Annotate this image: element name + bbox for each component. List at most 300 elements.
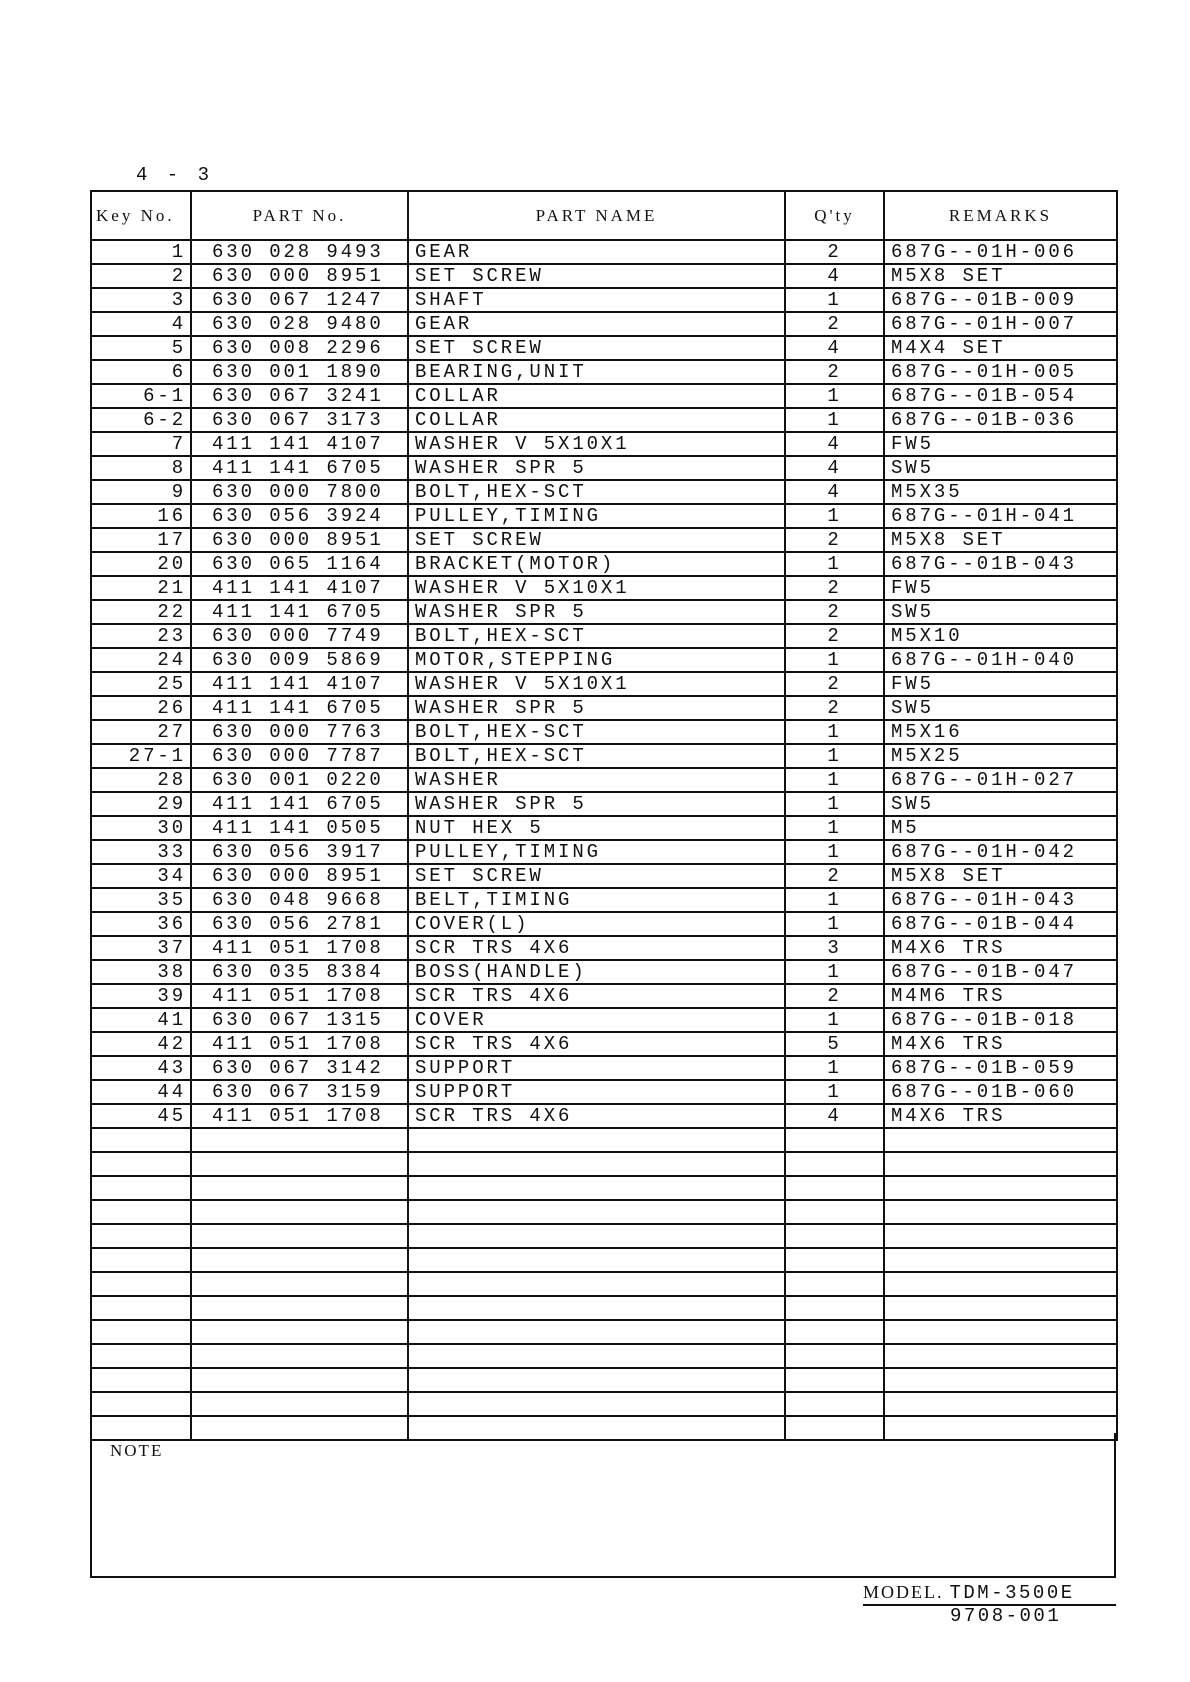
part-no-cell: 411 141 4107 — [191, 576, 408, 600]
part-no-cell: 630 067 1247 — [191, 288, 408, 312]
table-row — [91, 672, 1117, 696]
table-row — [91, 1056, 1117, 1080]
part-no-cell: 630 067 3159 — [191, 1080, 408, 1104]
part-no-cell: 411 051 1708 — [191, 1104, 408, 1128]
qty-cell: 1 — [785, 1080, 884, 1104]
part-no-cell: 630 067 3142 — [191, 1056, 408, 1080]
remarks-cell: FW5 — [884, 432, 1117, 456]
table-row — [91, 288, 1117, 312]
header-key-no: Key No. — [91, 191, 191, 240]
key-cell: 3 — [91, 288, 191, 312]
empty-part-no-cell — [191, 1296, 408, 1320]
part-name-cell: BEARING,UNIT — [408, 360, 785, 384]
empty-qty-cell — [785, 1320, 884, 1344]
remarks-cell: SW5 — [884, 456, 1117, 480]
qty-cell: 4 — [785, 480, 884, 504]
qty-cell: 1 — [785, 840, 884, 864]
table-row — [91, 624, 1117, 648]
empty-remarks-cell — [884, 1296, 1117, 1320]
part-name-cell: SET SCREW — [408, 336, 785, 360]
table-row — [91, 816, 1117, 840]
key-cell: 17 — [91, 528, 191, 552]
part-name-cell: PULLEY,TIMING — [408, 504, 785, 528]
key-cell: 22 — [91, 600, 191, 624]
empty-key-cell — [91, 1368, 191, 1392]
qty-cell: 2 — [785, 576, 884, 600]
part-name-cell: BELT,TIMING — [408, 888, 785, 912]
empty-part-name-cell — [408, 1152, 785, 1176]
empty-remarks-cell — [884, 1392, 1117, 1416]
empty-table-row — [91, 1248, 1117, 1272]
empty-qty-cell — [785, 1152, 884, 1176]
key-cell: 6 — [91, 360, 191, 384]
part-no-cell: 411 141 6705 — [191, 600, 408, 624]
table-row — [91, 360, 1117, 384]
part-name-cell: COVER(L) — [408, 912, 785, 936]
empty-part-name-cell — [408, 1296, 785, 1320]
key-cell: 43 — [91, 1056, 191, 1080]
empty-remarks-cell — [884, 1152, 1117, 1176]
table-row — [91, 864, 1117, 888]
part-name-cell: SCR TRS 4X6 — [408, 936, 785, 960]
part-no-cell: 630 067 3173 — [191, 408, 408, 432]
empty-table-row — [91, 1368, 1117, 1392]
qty-cell: 1 — [785, 504, 884, 528]
part-name-cell: SUPPORT — [408, 1080, 785, 1104]
part-no-cell: 630 065 1164 — [191, 552, 408, 576]
document-number: 9708-001 — [950, 1605, 1062, 1627]
key-cell: 5 — [91, 336, 191, 360]
key-cell: 25 — [91, 672, 191, 696]
remarks-cell: 687G--01B-054 — [884, 384, 1117, 408]
table-row — [91, 528, 1117, 552]
remarks-cell: M5 — [884, 816, 1117, 840]
part-name-cell: BOSS(HANDLE) — [408, 960, 785, 984]
table-row — [91, 576, 1117, 600]
key-cell: 7 — [91, 432, 191, 456]
remarks-cell: M5X10 — [884, 624, 1117, 648]
key-cell: 23 — [91, 624, 191, 648]
parts-list-table — [90, 190, 1118, 1441]
part-name-cell: PULLEY,TIMING — [408, 840, 785, 864]
remarks-cell: 687G--01H-007 — [884, 312, 1117, 336]
part-no-cell: 411 141 6705 — [191, 456, 408, 480]
empty-remarks-cell — [884, 1272, 1117, 1296]
table-row — [91, 600, 1117, 624]
qty-cell: 1 — [785, 816, 884, 840]
table-row — [91, 456, 1117, 480]
part-name-cell: BRACKET(MOTOR) — [408, 552, 785, 576]
qty-cell: 2 — [785, 984, 884, 1008]
part-name-cell: WASHER SPR 5 — [408, 600, 785, 624]
qty-cell: 1 — [785, 768, 884, 792]
key-cell: 20 — [91, 552, 191, 576]
key-cell: 2 — [91, 264, 191, 288]
qty-cell: 2 — [785, 600, 884, 624]
empty-part-no-cell — [191, 1176, 408, 1200]
part-no-cell: 411 051 1708 — [191, 936, 408, 960]
remarks-cell: 687G--01B-036 — [884, 408, 1117, 432]
page-number: 4 - 3 — [136, 164, 214, 186]
empty-qty-cell — [785, 1128, 884, 1152]
empty-table-row — [91, 1152, 1117, 1176]
part-name-cell: WASHER SPR 5 — [408, 792, 785, 816]
remarks-cell: M4X6 TRS — [884, 936, 1117, 960]
key-cell: 24 — [91, 648, 191, 672]
empty-part-no-cell — [191, 1344, 408, 1368]
key-cell: 4 — [91, 312, 191, 336]
part-no-cell: 630 056 2781 — [191, 912, 408, 936]
empty-key-cell — [91, 1152, 191, 1176]
remarks-cell: 687G--01H-041 — [884, 504, 1117, 528]
part-name-cell: SET SCREW — [408, 528, 785, 552]
part-no-cell: 630 056 3917 — [191, 840, 408, 864]
empty-key-cell — [91, 1392, 191, 1416]
empty-part-no-cell — [191, 1128, 408, 1152]
key-cell: 30 — [91, 816, 191, 840]
empty-table-row — [91, 1176, 1117, 1200]
empty-table-row — [91, 1200, 1117, 1224]
empty-remarks-cell — [884, 1368, 1117, 1392]
part-name-cell: SET SCREW — [408, 864, 785, 888]
part-no-cell: 630 000 7800 — [191, 480, 408, 504]
note-box — [90, 1433, 1116, 1578]
part-no-cell: 411 051 1708 — [191, 984, 408, 1008]
empty-table-row — [91, 1128, 1117, 1152]
empty-part-no-cell — [191, 1200, 408, 1224]
key-cell: 16 — [91, 504, 191, 528]
empty-part-name-cell — [408, 1320, 785, 1344]
key-cell: 6-2 — [91, 408, 191, 432]
qty-cell: 5 — [785, 1032, 884, 1056]
remarks-cell: FW5 — [884, 576, 1117, 600]
part-name-cell: WASHER V 5X10X1 — [408, 432, 785, 456]
part-no-cell: 630 001 1890 — [191, 360, 408, 384]
empty-qty-cell — [785, 1368, 884, 1392]
table-row — [91, 1104, 1117, 1128]
empty-qty-cell — [785, 1344, 884, 1368]
part-no-cell: 411 141 6705 — [191, 696, 408, 720]
table-row — [91, 960, 1117, 984]
key-cell: 45 — [91, 1104, 191, 1128]
part-name-cell: SET SCREW — [408, 264, 785, 288]
table-row — [91, 1032, 1117, 1056]
table-row — [91, 480, 1117, 504]
remarks-cell: 687G--01H-042 — [884, 840, 1117, 864]
empty-table-row — [91, 1224, 1117, 1248]
empty-part-name-cell — [408, 1200, 785, 1224]
qty-cell: 2 — [785, 360, 884, 384]
table-row — [91, 936, 1117, 960]
empty-key-cell — [91, 1320, 191, 1344]
remarks-cell: 687G--01H-027 — [884, 768, 1117, 792]
part-no-cell: 630 000 8951 — [191, 864, 408, 888]
key-cell: 29 — [91, 792, 191, 816]
qty-cell: 1 — [785, 792, 884, 816]
part-name-cell: COVER — [408, 1008, 785, 1032]
table-row — [91, 240, 1117, 264]
table-row — [91, 648, 1117, 672]
remarks-cell: 687G--01H-040 — [884, 648, 1117, 672]
part-name-cell: WASHER V 5X10X1 — [408, 576, 785, 600]
qty-cell: 2 — [785, 864, 884, 888]
part-no-cell: 630 000 8951 — [191, 528, 408, 552]
empty-part-name-cell — [408, 1224, 785, 1248]
qty-cell: 4 — [785, 1104, 884, 1128]
qty-cell: 2 — [785, 624, 884, 648]
remarks-cell: 687G--01B-044 — [884, 912, 1117, 936]
part-name-cell: BOLT,HEX-SCT — [408, 744, 785, 768]
empty-part-no-cell — [191, 1272, 408, 1296]
part-name-cell: NUT HEX 5 — [408, 816, 785, 840]
empty-key-cell — [91, 1128, 191, 1152]
qty-cell: 2 — [785, 696, 884, 720]
empty-part-no-cell — [191, 1248, 408, 1272]
key-cell: 21 — [91, 576, 191, 600]
empty-part-name-cell — [408, 1368, 785, 1392]
model-label: MODEL. — [863, 1582, 944, 1602]
empty-part-no-cell — [191, 1152, 408, 1176]
remarks-cell: M5X8 SET — [884, 264, 1117, 288]
empty-part-name-cell — [408, 1248, 785, 1272]
key-cell: 27 — [91, 720, 191, 744]
part-no-cell: 630 028 9480 — [191, 312, 408, 336]
remarks-cell: 687G--01H-043 — [884, 888, 1117, 912]
remarks-cell: SW5 — [884, 792, 1117, 816]
part-no-cell: 630 000 7787 — [191, 744, 408, 768]
empty-qty-cell — [785, 1200, 884, 1224]
table-row — [91, 384, 1117, 408]
empty-part-name-cell — [408, 1392, 785, 1416]
remarks-cell: 687G--01H-005 — [884, 360, 1117, 384]
table-row — [91, 696, 1117, 720]
part-no-cell: 630 035 8384 — [191, 960, 408, 984]
remarks-cell: 687G--01B-047 — [884, 960, 1117, 984]
empty-table-row — [91, 1272, 1117, 1296]
part-name-cell: WASHER V 5X10X1 — [408, 672, 785, 696]
qty-cell: 1 — [785, 552, 884, 576]
remarks-cell: 687G--01B-059 — [884, 1056, 1117, 1080]
qty-cell: 1 — [785, 1056, 884, 1080]
remarks-cell: FW5 — [884, 672, 1117, 696]
empty-part-name-cell — [408, 1272, 785, 1296]
header-qty: Q'ty — [785, 191, 884, 240]
key-cell: 33 — [91, 840, 191, 864]
remarks-cell: M5X25 — [884, 744, 1117, 768]
part-no-cell: 630 067 3241 — [191, 384, 408, 408]
part-no-cell: 411 141 4107 — [191, 432, 408, 456]
remarks-cell: 687G--01B-009 — [884, 288, 1117, 312]
qty-cell: 4 — [785, 456, 884, 480]
empty-remarks-cell — [884, 1176, 1117, 1200]
key-cell: 6-1 — [91, 384, 191, 408]
qty-cell: 1 — [785, 648, 884, 672]
key-cell: 34 — [91, 864, 191, 888]
part-name-cell: SCR TRS 4X6 — [408, 1032, 785, 1056]
remarks-cell: M5X8 SET — [884, 864, 1117, 888]
empty-table-row — [91, 1392, 1117, 1416]
key-cell: 36 — [91, 912, 191, 936]
part-name-cell: BOLT,HEX-SCT — [408, 480, 785, 504]
empty-remarks-cell — [884, 1200, 1117, 1224]
key-cell: 27-1 — [91, 744, 191, 768]
key-cell: 35 — [91, 888, 191, 912]
key-cell: 44 — [91, 1080, 191, 1104]
part-no-cell: 630 000 8951 — [191, 264, 408, 288]
empty-qty-cell — [785, 1296, 884, 1320]
empty-key-cell — [91, 1200, 191, 1224]
empty-table-row — [91, 1320, 1117, 1344]
table-row — [91, 312, 1117, 336]
remarks-cell: 687G--01H-006 — [884, 240, 1117, 264]
part-no-cell: 630 056 3924 — [191, 504, 408, 528]
part-name-cell: COLLAR — [408, 384, 785, 408]
key-cell: 42 — [91, 1032, 191, 1056]
qty-cell: 4 — [785, 336, 884, 360]
empty-qty-cell — [785, 1224, 884, 1248]
qty-cell: 1 — [785, 1008, 884, 1032]
empty-key-cell — [91, 1224, 191, 1248]
part-name-cell: BOLT,HEX-SCT — [408, 720, 785, 744]
note-label: NOTE — [110, 1441, 164, 1460]
table-row — [91, 792, 1117, 816]
empty-qty-cell — [785, 1176, 884, 1200]
empty-key-cell — [91, 1344, 191, 1368]
empty-part-name-cell — [408, 1344, 785, 1368]
table-row — [91, 1008, 1117, 1032]
part-name-cell: BOLT,HEX-SCT — [408, 624, 785, 648]
part-no-cell: 411 141 4107 — [191, 672, 408, 696]
part-name-cell: SCR TRS 4X6 — [408, 984, 785, 1008]
empty-part-no-cell — [191, 1320, 408, 1344]
part-name-cell: GEAR — [408, 312, 785, 336]
empty-part-no-cell — [191, 1392, 408, 1416]
empty-remarks-cell — [884, 1320, 1117, 1344]
table-row — [91, 504, 1117, 528]
remarks-cell: M4X6 TRS — [884, 1104, 1117, 1128]
part-no-cell: 630 008 2296 — [191, 336, 408, 360]
table-row — [91, 768, 1117, 792]
key-cell: 26 — [91, 696, 191, 720]
part-no-cell: 411 051 1708 — [191, 1032, 408, 1056]
key-cell: 9 — [91, 480, 191, 504]
part-no-cell: 630 000 7763 — [191, 720, 408, 744]
part-no-cell: 630 048 9668 — [191, 888, 408, 912]
part-name-cell: WASHER SPR 5 — [408, 696, 785, 720]
remarks-cell: 687G--01B-043 — [884, 552, 1117, 576]
qty-cell: 2 — [785, 240, 884, 264]
remarks-cell: SW5 — [884, 696, 1117, 720]
part-name-cell: COLLAR — [408, 408, 785, 432]
remarks-cell: 687G--01B-018 — [884, 1008, 1117, 1032]
key-cell: 39 — [91, 984, 191, 1008]
table-row — [91, 888, 1117, 912]
table-row — [91, 984, 1117, 1008]
empty-remarks-cell — [884, 1224, 1117, 1248]
part-no-cell: 630 000 7749 — [191, 624, 408, 648]
empty-qty-cell — [785, 1272, 884, 1296]
empty-remarks-cell — [884, 1344, 1117, 1368]
part-name-cell: SUPPORT — [408, 1056, 785, 1080]
qty-cell: 4 — [785, 264, 884, 288]
empty-qty-cell — [785, 1248, 884, 1272]
qty-cell: 2 — [785, 312, 884, 336]
table-row — [91, 432, 1117, 456]
part-no-cell: 630 001 0220 — [191, 768, 408, 792]
qty-cell: 1 — [785, 888, 884, 912]
qty-cell: 1 — [785, 912, 884, 936]
empty-table-row — [91, 1344, 1117, 1368]
table-row — [91, 552, 1117, 576]
empty-part-name-cell — [408, 1176, 785, 1200]
empty-part-no-cell — [191, 1368, 408, 1392]
qty-cell: 1 — [785, 288, 884, 312]
qty-cell: 4 — [785, 432, 884, 456]
key-cell: 8 — [91, 456, 191, 480]
part-no-cell: 630 067 1315 — [191, 1008, 408, 1032]
part-name-cell: SHAFT — [408, 288, 785, 312]
empty-qty-cell — [785, 1392, 884, 1416]
empty-table-row — [91, 1296, 1117, 1320]
part-name-cell: SCR TRS 4X6 — [408, 1104, 785, 1128]
qty-cell: 3 — [785, 936, 884, 960]
key-cell: 1 — [91, 240, 191, 264]
remarks-cell: M5X35 — [884, 480, 1117, 504]
qty-cell: 1 — [785, 384, 884, 408]
empty-remarks-cell — [884, 1128, 1117, 1152]
part-no-cell: 411 141 0505 — [191, 816, 408, 840]
part-name-cell: MOTOR,STEPPING — [408, 648, 785, 672]
qty-cell: 1 — [785, 744, 884, 768]
remarks-cell: 687G--01B-060 — [884, 1080, 1117, 1104]
empty-key-cell — [91, 1248, 191, 1272]
empty-part-no-cell — [191, 1224, 408, 1248]
qty-cell: 2 — [785, 672, 884, 696]
qty-cell: 2 — [785, 528, 884, 552]
key-cell: 28 — [91, 768, 191, 792]
empty-key-cell — [91, 1272, 191, 1296]
table-row — [91, 720, 1117, 744]
key-cell: 37 — [91, 936, 191, 960]
part-no-cell: 411 141 6705 — [191, 792, 408, 816]
table-row — [91, 912, 1117, 936]
empty-key-cell — [91, 1296, 191, 1320]
key-cell: 38 — [91, 960, 191, 984]
empty-remarks-cell — [884, 1248, 1117, 1272]
remarks-cell: M5X8 SET — [884, 528, 1117, 552]
model-value: TDM-3500E — [949, 1582, 1075, 1604]
remarks-cell: SW5 — [884, 600, 1117, 624]
table-row — [91, 264, 1117, 288]
table-body — [91, 240, 1117, 1440]
header-part-no: PART No. — [191, 191, 408, 240]
qty-cell: 1 — [785, 408, 884, 432]
empty-part-name-cell — [408, 1128, 785, 1152]
table-row — [91, 840, 1117, 864]
part-name-cell: WASHER SPR 5 — [408, 456, 785, 480]
table-header-row — [91, 191, 1117, 240]
model-line — [863, 1582, 1116, 1606]
key-cell: 41 — [91, 1008, 191, 1032]
qty-cell: 1 — [785, 720, 884, 744]
header-remarks: REMARKS — [884, 191, 1117, 240]
table-row — [91, 1080, 1117, 1104]
remarks-cell: M4X6 TRS — [884, 1032, 1117, 1056]
part-name-cell: GEAR — [408, 240, 785, 264]
remarks-cell: M5X16 — [884, 720, 1117, 744]
part-name-cell: WASHER — [408, 768, 785, 792]
table-row — [91, 336, 1117, 360]
